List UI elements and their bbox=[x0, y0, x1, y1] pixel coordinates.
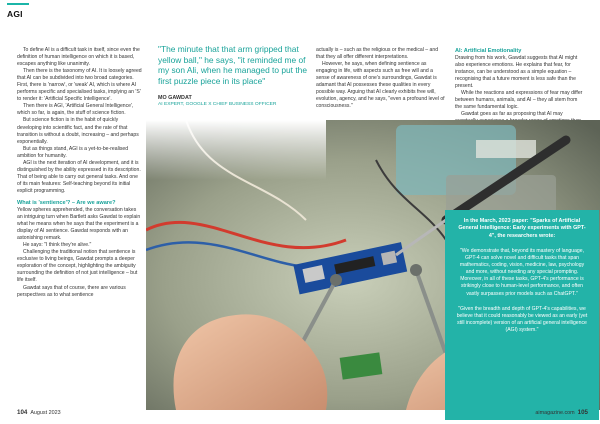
paragraph: Gawdat says that of course, there are various perspectives as to what sentience bbox=[17, 284, 126, 298]
pull-quote-attribution-name: MO GAWDAT bbox=[158, 95, 192, 102]
footer-right bbox=[535, 409, 588, 416]
section-tag-bar bbox=[7, 3, 29, 5]
pull-quote bbox=[158, 44, 308, 107]
callout-quote-2: "Given the breadth and depth of GPT-4's capabilities, we believe that it could reasonably be viewed as an early (yet still incomplete) version of an artificial general intelligence (AGI) system." bbox=[456, 305, 588, 333]
subheading-artificial-emotionality: AI: Artificial Emotionality bbox=[455, 48, 522, 54]
left-text-column bbox=[17, 47, 142, 299]
callout-quote-1: "We demonstrate that, beyond its mastery of language, GPT-4 can solve novel and difficult tasks that span mathematics, coding, vision, medicine, law, psychology and more, without needing any special prompting. Moreover, in all of these tasks, GPT-4's performance is strikingly close to human-level performance, and often vastly surpasses prior models such as ChatGPT." bbox=[459, 248, 585, 297]
middle-text-column bbox=[316, 47, 446, 110]
paragraph: But as things stand, AGI is a yet-to-be-realised ambition for humanity. bbox=[17, 145, 129, 159]
page-number-right: 105 bbox=[577, 409, 588, 416]
paragraph: However, he says, when defining sentience as engaging in life, with aspects such as free will and a sense of awareness of one's surroundings, Gawdat is adamant that AI possesses these qualities in every possible way. Arguing that AI clearly exhibits free will, evolution, agency, and he says, "even a profound level of consciousness." bbox=[316, 61, 445, 110]
research-callout-box bbox=[445, 210, 599, 420]
paragraph: Challenging the traditional notion that sentience is exclusive to living beings, Gawdat prompts a deeper exploration of the concept, highlighting the ambiguity surrounding the definition of not just intelligence – but life itself. bbox=[17, 249, 138, 284]
issue-date: August 2023 bbox=[30, 410, 61, 416]
paragraph: Then there is AGI, 'Artificial General Intelligence', which so far, is again, the stuff of science fiction. bbox=[17, 103, 134, 117]
paragraph: Gawdat goes as far as proposing that AI may bbox=[461, 111, 563, 118]
paragraph: actually is – such as the religious or the medical – and that they all offer different interpretations. bbox=[316, 47, 439, 61]
section-tag-label: AGI bbox=[7, 9, 23, 19]
paragraph: While the reactions and expressions of fear may differ between humans, animals, and AI – they all stem from the same fundamental logic. bbox=[455, 90, 583, 111]
subheading-sentience: What is 'sentience'? – Are we aware? bbox=[17, 199, 116, 206]
paragraph: To define AI is a difficult task in itself, since even the definition of human intelligence on which it is based, escapes anything like unanimity. bbox=[17, 47, 140, 68]
page-number-left: 104 bbox=[17, 409, 28, 416]
pull-quote-text: "The minute that that arm gripped that yellow ball," he says, "it reminded me of my son Ali, when he managed to put the first puzzle piece in its place" bbox=[158, 44, 307, 86]
site-name: aimagazine.com bbox=[535, 410, 575, 416]
paragraph: Then there is the taxonomy of AI. It is loosely agreed that AI can be subdivided into two broad categories. First, there is 'narrow', or 'weak' AI, which is where AI performs specific and specialised tasks, implying an 'S' to render it: 'Artificial Specific Intelligence'. bbox=[17, 68, 142, 103]
paragraph: Yellow spheres apprehended, the conversation takes an intriguing turn when Bartlett asks Gawdat to explain what he means when he says that the experiment is a display of AI sentience. Gawdat responds with an astonishing remark. bbox=[17, 206, 141, 242]
paragraph: Drawing from his work, Gawdat suggests that AI might also experience emotions. He explains that fear, for instance, can be understood as a simple equation – recognising that a future moment is less safe than the present. bbox=[455, 55, 578, 90]
callout-heading: In the March, 2023 paper: "Sparks of Artificial General Intelligence: Early experiments with GPT-4", the researchers wrote: bbox=[458, 218, 586, 239]
footer-left bbox=[17, 409, 61, 416]
paragraph: He says: "I think they're alive." bbox=[23, 242, 92, 249]
paragraph: But science fiction is in the habit of quickly developing into scientific fact, and the rate of that transition is without a doubt, increasing – and perhaps exponentially. bbox=[17, 117, 139, 145]
pull-quote-attribution-role: AI EXPERT, GOOGLE X CHIEF BUSINESS OFFICER bbox=[158, 102, 277, 108]
paragraph: AGI is the next iteration of AI development, and it is distinguished by the ability expressed in its description. That of being able to carry out general tasks. And one of its main features: Self-teaching beyond its initial explicit programming. bbox=[17, 159, 141, 194]
